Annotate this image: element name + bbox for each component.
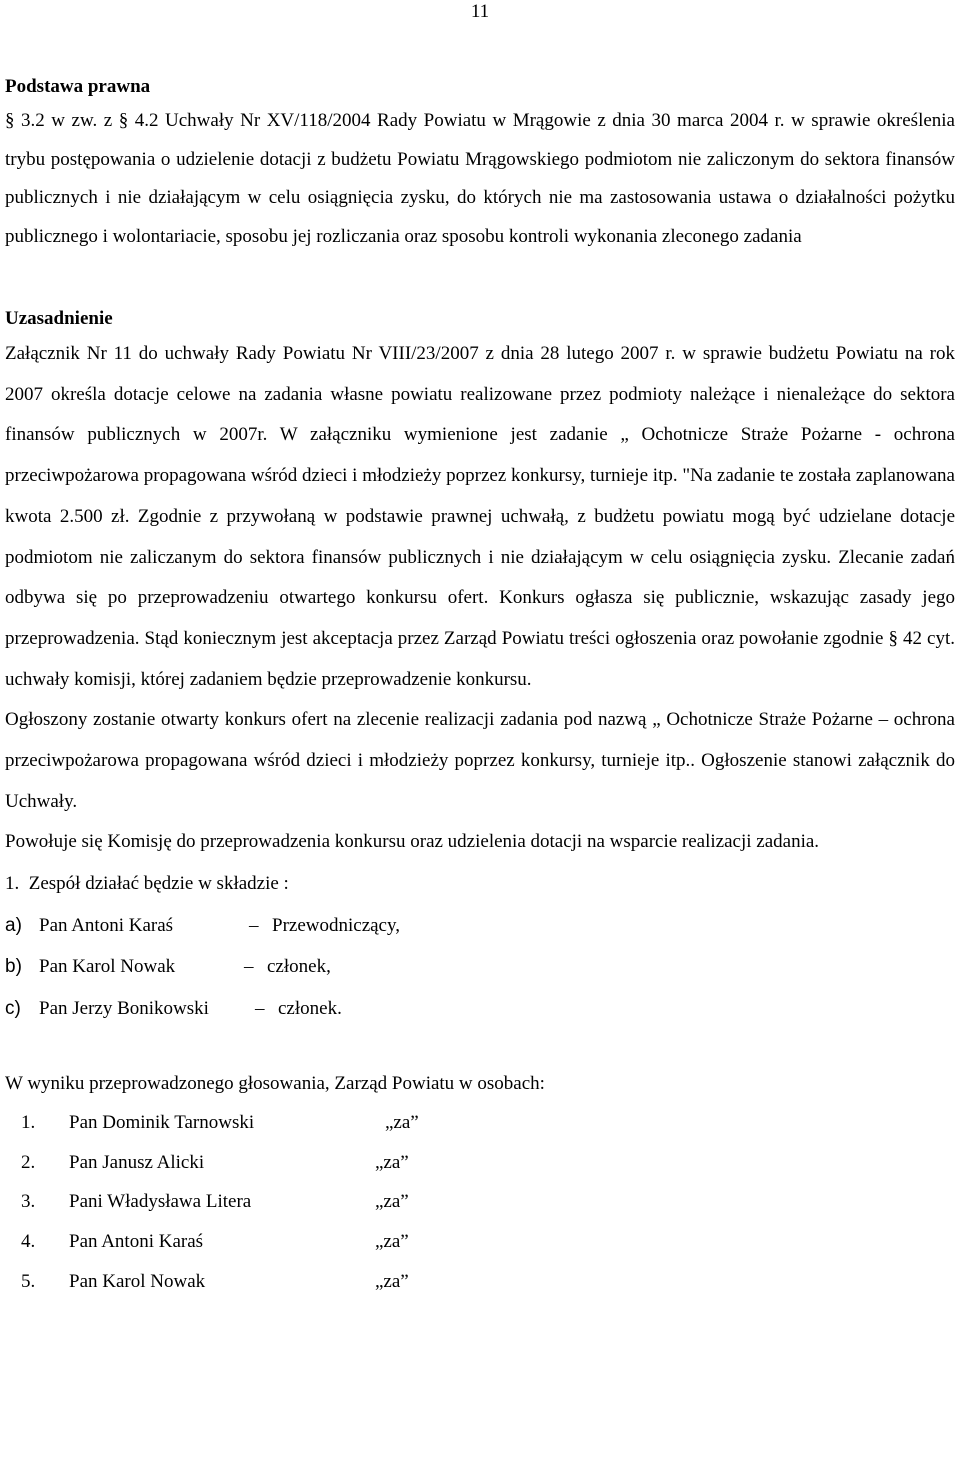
section-spacer — [5, 1029, 955, 1065]
member-dash: – — [249, 914, 259, 936]
legal-basis-heading: Podstawa prawna — [5, 76, 151, 97]
voter-name: Pan Karol Nowak — [69, 1270, 206, 1292]
voter-name: Pan Janusz Alicki — [69, 1151, 205, 1173]
member-name: Pan Jerzy Bonikowski — [39, 997, 209, 1019]
voter-vote: „za” — [375, 1270, 409, 1292]
member-label: b) — [5, 956, 22, 978]
member-list — [5, 905, 955, 1030]
voter-vote: „za” — [375, 1230, 409, 1252]
list-item — [5, 1222, 955, 1262]
legal-basis-text: § 3.2 w zw. z § 4.2 Uchwały Nr XV/118/2004 Rady Powiatu w Mrągowie z dnia 30 marca 2004 r. w sprawie określenia trybu postępowania o udzielenie dotacji z budżetu Powiatu Mrągowskiego podmiotom nie zaliczonym do sektora finansów publicznych i nie działającym w celu osiągnięcia zysku, do których nie ma zastosowania ustawa o działalności pożytku publicznego i wolontariacie, sposobu jej rozliczania oraz sposobu kontroli wykonania zleconego zadania — [5, 110, 955, 247]
member-name: Pan Karol Nowak — [39, 956, 176, 978]
voter-number: 5. — [21, 1270, 36, 1292]
list-item — [5, 946, 955, 988]
voting-section — [5, 1065, 955, 1301]
member-dash: – — [244, 956, 254, 978]
voter-number: 3. — [21, 1191, 36, 1213]
voter-name: Pan Antoni Karaś — [69, 1230, 204, 1252]
list-item — [5, 988, 955, 1030]
member-dash: – — [255, 997, 265, 1019]
list-item — [5, 1143, 955, 1183]
member-label: a) — [5, 914, 22, 936]
voter-vote: „za” — [375, 1151, 409, 1173]
voter-number: 2. — [21, 1151, 36, 1173]
list-item — [5, 1182, 955, 1222]
voter-number: 1. — [21, 1112, 36, 1134]
list-item — [5, 1262, 955, 1302]
list-item — [5, 1103, 955, 1143]
legal-basis-section — [5, 72, 955, 256]
voter-list — [5, 1103, 955, 1301]
page-number: 11 — [470, 1, 490, 22]
voter-vote: „za” — [375, 1191, 409, 1213]
voter-number: 4. — [21, 1230, 36, 1252]
member-name: Pan Antoni Karaś — [39, 914, 174, 936]
member-role: członek. — [278, 997, 342, 1019]
list-item — [5, 905, 955, 947]
voter-name: Pani Władysława Litera — [69, 1191, 252, 1213]
team-intro: 1. Zespół działać będzie w składzie : — [5, 873, 289, 895]
justification-section — [5, 304, 955, 1029]
member-label: c) — [5, 997, 21, 1019]
section-spacer — [5, 256, 955, 304]
justification-paragraph-2: Ogłoszony zostanie otwarty konkurs ofert na zlecenie realizacji zadania pod nazwą „ Ochotnicze Straże Pożarne – ochrona przeciwpożarowa propagowana wśród dzieci i młodzieży poprzez konkursy, turnieje itp.. Ogłoszenie stanowi załącznik do Uchwały. — [5, 709, 955, 812]
member-role: Przewodniczący, — [272, 914, 401, 936]
justification-paragraph-3: Powołuje się Komisję do przeprowadzenia konkursu oraz udzielenia dotacji na wsparcie realizacji zadania. — [5, 831, 820, 853]
document-body — [5, 72, 955, 1301]
justification-heading: Uzasadnienie — [5, 308, 113, 329]
member-role: członek, — [267, 956, 331, 978]
voting-intro: W wyniku przeprowadzonego głosowania, Zarząd Powiatu w osobach: — [5, 1073, 545, 1095]
voter-name: Pan Dominik Tarnowski — [69, 1112, 255, 1134]
justification-paragraph-1: Załącznik Nr 11 do uchwały Rady Powiatu Nr VIII/23/2007 z dnia 28 lutego 2007 r. w sprawie budżetu Powiatu na rok 2007 określa dotacje celowe na zadania własne powiatu realizowane przez podmioty należące i nienależące do sektora finansów publicznych w 2007r. W załączniku wymienione jest zadanie „ Ochotnicze Straże Pożarne - ochrona przeciwpożarowa propagowana wśród dzieci i młodzieży poprzez konkursy, turnieje itp. "Na zadanie te została zaplanowana kwota 2.500 zł. Zgodnie z przywołaną w podstawie prawnej uchwałą, z budżetu powiatu mogą być udzielane dotacje podmiotom nie zaliczanym do sektora finansów publicznych i nie działającym w celu osiągnięcia zysku. Zlecanie zadań odbywa się po przeprowadzeniu otwartego konkursu ofert. Konkurs ogłasza się publicznie, wskazując zasady jego przeprowadzenia. Stąd koniecznym jest akceptacja przez Zarząd Powiatu treści ogłoszenia oraz powołanie zgodnie § 42 cyt. uchwały komisji, której zadaniem będzie przeprowadzenie konkursu. — [5, 343, 955, 690]
voter-vote: „za” — [385, 1112, 419, 1134]
